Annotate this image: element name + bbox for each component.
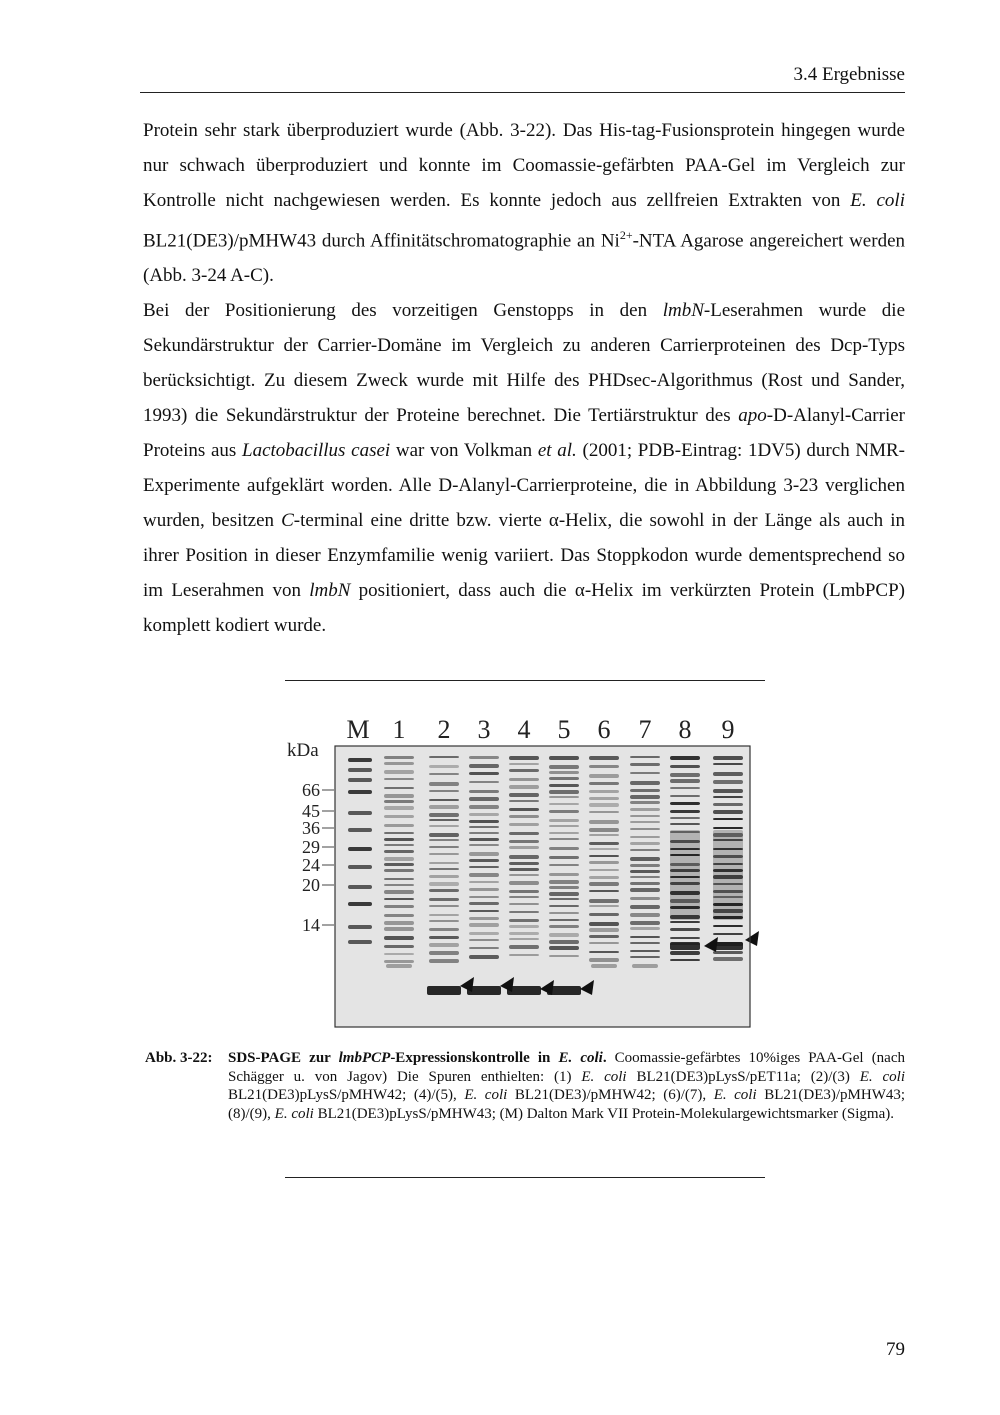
sample-band bbox=[429, 882, 459, 886]
lane-label-1: 1 bbox=[392, 715, 406, 744]
sample-band bbox=[429, 756, 459, 758]
lane-smear bbox=[670, 830, 700, 920]
sample-band bbox=[429, 833, 459, 837]
sample-band bbox=[549, 919, 579, 921]
sample-band bbox=[429, 943, 459, 947]
kda-label: kDa bbox=[287, 740, 319, 761]
paragraph-1: Protein sehr stark überproduziert wurde (Abb. 3-22). Das His-tag-Fusionsprotein hingegen wurde nur schwach überproduziert und konnte im Coomassie-gefärbten PAA-Gel im Vergleich zur Kontrolle nicht nachgewiesen werden. Es konnte jedoch aus zellfreien Extrakten von E. coli BL21(DE3)/pMHW43 durch Affinitätschromatographie an $Ni^{2+}$-NTA Agarose angereichert werden (Abb. 3-24 A-C). bbox=[143, 120, 906, 287]
sample-band bbox=[429, 951, 459, 955]
marker-band bbox=[348, 828, 372, 832]
sample-band bbox=[589, 922, 619, 926]
sample-band bbox=[429, 805, 459, 809]
sample-band bbox=[589, 855, 619, 857]
sample-band bbox=[549, 796, 579, 798]
faint-low-band bbox=[632, 964, 658, 968]
sample-band bbox=[589, 782, 619, 785]
marker-band bbox=[348, 758, 372, 762]
gel-image bbox=[280, 710, 760, 1035]
sample-band bbox=[549, 940, 579, 944]
lane-label-6: 6 bbox=[597, 715, 611, 744]
sample-band bbox=[630, 828, 660, 830]
marker-band bbox=[348, 768, 372, 772]
sample-band bbox=[713, 756, 743, 760]
sample-band bbox=[549, 838, 579, 840]
sample-band bbox=[713, 763, 743, 765]
sample-band bbox=[384, 863, 414, 866]
caption-text: SDS-PAGE zur lmbPCP-Expressionskontrolle in E. coli. Coomassie-gefärbtes 10%iges PAA-Gel (nach Schägger u. von Jagov) Die Spuren enthielten: (1) E. coli BL21(DE3)pLysS/pET11a; (2)/(3) E. coli BL21(DE3)pLysS/pMHW42; (4)/(5), E. coli BL21(DE3)/pMHW42; (6)/(7), E. coli BL21(DE3)/pMHW43; (8)/(9), E. coli BL21(DE3)pLysS/pMHW43; (M) Dalton Mark VII Protein-Molekulargewichtsmarker (Sigma). bbox=[228, 1050, 906, 1122]
sample-band bbox=[549, 756, 579, 760]
sample-band bbox=[630, 821, 660, 823]
sample-band bbox=[670, 810, 700, 813]
sample-band bbox=[589, 820, 619, 824]
sample-band bbox=[384, 914, 414, 917]
marker-band bbox=[348, 902, 372, 906]
sample-band bbox=[429, 889, 459, 892]
sample-band bbox=[469, 881, 499, 883]
sample-band bbox=[549, 790, 579, 794]
sample-band bbox=[630, 888, 660, 892]
sample-band bbox=[549, 925, 579, 928]
sample-band bbox=[384, 756, 414, 759]
page-number: 79 bbox=[886, 1339, 905, 1360]
sample-band bbox=[630, 836, 660, 838]
sample-band bbox=[670, 802, 700, 805]
sample-band bbox=[549, 864, 579, 866]
sample-band bbox=[429, 875, 459, 878]
sample-band bbox=[549, 847, 579, 850]
lane-label-4: 4 bbox=[517, 715, 531, 744]
sample-band bbox=[429, 914, 459, 916]
lane-label-2: 2 bbox=[437, 715, 451, 744]
paragraph-2: Bei der Positionierung des vorzeitigen Genstopps in den lmbN-Leserahmen wurde die Sekundärstruktur der Carrier-Domäne im Vergleich zu anderen Carrierproteinen des Dcp-Typs berücksichtigt. Zu diesem Zweck wurde mit Hilfe des PHDsec-Algorithmus (Rost und Sander, 1993) die Sekundärstruktur der Proteine berechnet. Die Tertiärstruktur des apo-D-Alanyl-Carrier Proteins aus Lactobacillus casei war von Volkman et al. (2001; PDB-Eintrag: 1DV5) durch NMR-Experimente aufgeklärt worden. Alle D-Alanyl-Carrierproteine, die in Abbildung 3-23 verglichen wurden, besitzen C-terminal eine dritte bzw. vierte α-Helix, die sowohl in der Länge als auch in ihrer Position in dieser Enzymfamilie wenig variiert. Das Stoppkodon wurde dementsprechend so im Leserahmen von lmbN positioniert, dass auch die α-Helix im verkürzten Protein (LmbPCP) komplett kodiert wurde. bbox=[143, 300, 906, 637]
sample-band bbox=[549, 810, 579, 813]
lane-label-3: 3 bbox=[477, 715, 491, 744]
sample-band bbox=[509, 815, 539, 818]
sample-band bbox=[429, 862, 459, 864]
sample-band bbox=[509, 823, 539, 826]
sample-band bbox=[630, 756, 660, 758]
sample-band bbox=[549, 832, 579, 834]
sample-band bbox=[549, 955, 579, 957]
sample-band bbox=[713, 780, 743, 784]
sample-band bbox=[589, 828, 619, 832]
sample-band bbox=[549, 771, 579, 774]
sample-band bbox=[469, 852, 499, 856]
sample-band bbox=[384, 953, 414, 955]
sample-band bbox=[589, 803, 619, 807]
sample-band bbox=[670, 921, 700, 923]
sample-band bbox=[589, 842, 619, 845]
caption-title: SDS-PAGE zur lmbPCP-Expressionskontrolle in E. coli. bbox=[228, 1050, 607, 1066]
sample-band bbox=[469, 910, 499, 912]
sample-band bbox=[630, 815, 660, 817]
sample-band bbox=[630, 842, 660, 845]
sample-band bbox=[713, 925, 743, 927]
sample-band bbox=[384, 936, 414, 940]
sample-band bbox=[509, 846, 539, 849]
sample-band bbox=[429, 846, 459, 848]
sample-band bbox=[429, 825, 459, 827]
sample-band bbox=[630, 950, 660, 952]
sample-band bbox=[469, 772, 499, 775]
marker-label-14: 14 bbox=[302, 915, 320, 935]
sample-band bbox=[384, 824, 414, 827]
sample-band bbox=[670, 823, 700, 825]
sample-band bbox=[469, 790, 499, 793]
sample-band bbox=[509, 932, 539, 935]
lane-label-7: 7 bbox=[638, 715, 652, 744]
sample-band bbox=[469, 820, 499, 823]
lmbpcp-band-long bbox=[713, 942, 743, 950]
sample-band bbox=[630, 905, 660, 909]
sample-band bbox=[589, 905, 619, 907]
sample-band bbox=[429, 790, 459, 792]
sample-band bbox=[589, 951, 619, 953]
sample-band bbox=[670, 959, 700, 961]
marker-ticks bbox=[322, 790, 334, 925]
sample-band bbox=[630, 921, 660, 925]
sample-band bbox=[384, 832, 414, 834]
sample-band bbox=[589, 890, 619, 892]
sample-band bbox=[630, 927, 660, 930]
sample-band bbox=[469, 844, 499, 846]
sample-band bbox=[509, 832, 539, 835]
sample-band bbox=[384, 878, 414, 880]
marker-label-45: 45 bbox=[302, 801, 320, 821]
faint-low-band bbox=[591, 964, 617, 968]
sample-band bbox=[630, 870, 660, 873]
marker-label-29: 29 bbox=[302, 837, 320, 857]
sample-band bbox=[630, 936, 660, 938]
sample-band bbox=[630, 795, 660, 799]
sample-band bbox=[589, 834, 619, 836]
sample-band bbox=[469, 838, 499, 841]
sample-band bbox=[509, 925, 539, 928]
sample-band bbox=[429, 928, 459, 931]
marker-band bbox=[348, 790, 372, 794]
sample-band bbox=[469, 764, 499, 768]
sample-band bbox=[630, 781, 660, 785]
sample-band bbox=[429, 839, 459, 841]
lane-label-5: 5 bbox=[557, 715, 571, 744]
sample-band bbox=[384, 884, 414, 886]
sample-band bbox=[509, 800, 539, 802]
body-text bbox=[143, 113, 905, 643]
sample-band bbox=[469, 797, 499, 801]
sample-band bbox=[630, 876, 660, 878]
lane-label-m: M bbox=[346, 715, 370, 744]
sample-band bbox=[469, 923, 499, 927]
sample-band bbox=[589, 765, 619, 768]
sample-band bbox=[384, 838, 414, 841]
sample-band bbox=[630, 942, 660, 944]
sample-band bbox=[509, 808, 539, 811]
sample-band bbox=[469, 826, 499, 828]
sample-band bbox=[429, 773, 459, 775]
sample-band bbox=[509, 890, 539, 893]
faint-low-band bbox=[386, 964, 412, 968]
sample-band bbox=[469, 902, 499, 905]
sample-band bbox=[630, 864, 660, 867]
sample-band bbox=[509, 896, 539, 898]
sample-band bbox=[509, 778, 539, 781]
sample-band bbox=[549, 905, 579, 907]
sample-band bbox=[509, 868, 539, 871]
sample-band bbox=[384, 869, 414, 872]
sample-band bbox=[469, 873, 499, 877]
sample-band bbox=[549, 898, 579, 900]
sample-band bbox=[713, 827, 743, 829]
sample-band bbox=[589, 928, 619, 932]
sample-band bbox=[469, 859, 499, 862]
sample-band bbox=[429, 782, 459, 786]
sample-band bbox=[670, 773, 700, 777]
sample-band bbox=[630, 913, 660, 917]
sample-band bbox=[429, 813, 459, 817]
sample-band bbox=[384, 770, 414, 774]
sample-band bbox=[469, 805, 499, 809]
marker-band bbox=[348, 885, 372, 889]
sample-band bbox=[429, 920, 459, 922]
sample-band bbox=[384, 905, 414, 908]
sample-band bbox=[670, 765, 700, 768]
marker-band bbox=[348, 925, 372, 929]
sample-band bbox=[384, 927, 414, 931]
sample-band bbox=[713, 957, 743, 961]
sample-band bbox=[713, 796, 743, 798]
lmbpcp-band bbox=[427, 986, 461, 995]
marker-label-36: 36 bbox=[302, 818, 320, 838]
sample-band bbox=[509, 938, 539, 940]
sample-band bbox=[589, 797, 619, 800]
sample-band bbox=[549, 803, 579, 805]
lane-labels bbox=[346, 715, 734, 744]
sample-band bbox=[670, 779, 700, 783]
sample-band bbox=[630, 882, 660, 885]
sample-band bbox=[670, 756, 700, 760]
sds-page-gel-figure bbox=[280, 710, 760, 1035]
sample-band bbox=[630, 857, 660, 861]
sample-band bbox=[509, 862, 539, 865]
sample-band bbox=[713, 772, 743, 776]
sample-band bbox=[509, 954, 539, 956]
sample-band bbox=[589, 848, 619, 850]
sample-band bbox=[630, 801, 660, 804]
sample-band bbox=[509, 763, 539, 765]
sample-band bbox=[469, 781, 499, 783]
sample-band bbox=[429, 959, 459, 963]
sample-band bbox=[384, 787, 414, 789]
sample-band bbox=[549, 946, 579, 950]
sample-band bbox=[429, 905, 459, 907]
sample-band bbox=[429, 799, 459, 801]
sample-band bbox=[549, 765, 579, 769]
sample-band bbox=[509, 945, 539, 949]
sample-band bbox=[469, 813, 499, 816]
sample-band bbox=[509, 874, 539, 876]
caption-label: Abb. 3-22: bbox=[145, 1050, 213, 1066]
sample-band bbox=[509, 919, 539, 922]
sample-band bbox=[549, 880, 579, 884]
sample-band bbox=[384, 921, 414, 925]
sample-band bbox=[384, 960, 414, 963]
sample-band bbox=[589, 876, 619, 879]
sample-band bbox=[589, 774, 619, 778]
sample-band bbox=[589, 756, 619, 760]
sample-band bbox=[509, 769, 539, 772]
marker-label-20: 20 bbox=[302, 875, 320, 895]
sample-band bbox=[429, 936, 459, 939]
sample-band bbox=[589, 958, 619, 962]
sample-band bbox=[549, 912, 579, 914]
sample-band bbox=[469, 955, 499, 959]
sample-band bbox=[384, 844, 414, 846]
sample-band bbox=[589, 913, 619, 916]
sample-band bbox=[509, 756, 539, 760]
lane-label-9: 9 bbox=[721, 715, 735, 744]
sample-band bbox=[429, 765, 459, 768]
sample-band bbox=[589, 861, 619, 864]
section-title: 3.4 Ergebnisse bbox=[793, 64, 905, 85]
sample-band bbox=[549, 856, 579, 859]
sample-band bbox=[670, 817, 700, 819]
marker-band bbox=[348, 811, 372, 815]
sample-band bbox=[630, 763, 660, 766]
sample-band bbox=[509, 793, 539, 797]
sample-band bbox=[549, 784, 579, 787]
marker-size-labels bbox=[302, 780, 334, 935]
sample-band bbox=[589, 869, 619, 871]
sample-band bbox=[713, 803, 743, 806]
sample-band bbox=[630, 789, 660, 792]
sample-band bbox=[630, 808, 660, 811]
sample-band bbox=[509, 881, 539, 885]
sample-band bbox=[384, 794, 414, 798]
sample-band bbox=[589, 811, 619, 813]
sample-band bbox=[384, 898, 414, 900]
sample-band bbox=[469, 947, 499, 949]
sample-band bbox=[469, 896, 499, 898]
sample-band bbox=[670, 795, 700, 797]
sample-band bbox=[589, 899, 619, 903]
sample-band bbox=[549, 819, 579, 822]
sample-band bbox=[509, 903, 539, 905]
sample-band bbox=[429, 898, 459, 901]
marker-label-66: 66 bbox=[302, 780, 320, 800]
sample-band bbox=[469, 939, 499, 941]
sample-band bbox=[670, 937, 700, 939]
sample-band bbox=[670, 787, 700, 789]
sample-band bbox=[630, 956, 660, 958]
sample-band bbox=[713, 789, 743, 793]
sample-band bbox=[384, 778, 414, 780]
sample-band bbox=[589, 882, 619, 886]
lane-smear bbox=[713, 830, 743, 920]
sample-band bbox=[384, 800, 414, 803]
sample-band bbox=[469, 888, 499, 891]
lmbpcp-band-long bbox=[670, 942, 700, 950]
sample-band bbox=[713, 810, 743, 814]
sample-band bbox=[469, 932, 499, 935]
sample-band bbox=[549, 873, 579, 876]
sample-band bbox=[589, 935, 619, 938]
sample-band bbox=[630, 849, 660, 851]
sample-band bbox=[384, 857, 414, 861]
sample-band bbox=[713, 818, 743, 820]
sample-band bbox=[713, 933, 743, 935]
marker-label-24: 24 bbox=[302, 855, 320, 875]
sample-band bbox=[713, 951, 743, 954]
sample-band bbox=[630, 772, 660, 774]
sample-band bbox=[670, 928, 700, 931]
sample-band bbox=[509, 911, 539, 913]
figure-caption bbox=[145, 1049, 905, 1123]
sample-band bbox=[384, 890, 414, 894]
sample-band bbox=[384, 815, 414, 818]
sample-band bbox=[589, 790, 619, 793]
sample-band bbox=[589, 942, 619, 944]
sample-band bbox=[429, 853, 459, 855]
sample-band bbox=[384, 945, 414, 948]
sample-band bbox=[429, 819, 459, 821]
sample-band bbox=[384, 806, 414, 810]
sample-band bbox=[509, 840, 539, 843]
marker-band bbox=[348, 865, 372, 869]
sample-band bbox=[549, 886, 579, 889]
sample-band bbox=[670, 951, 700, 955]
sample-band bbox=[509, 785, 539, 789]
sample-band bbox=[549, 892, 579, 896]
lane-label-8: 8 bbox=[678, 715, 692, 744]
sample-band bbox=[509, 855, 539, 859]
sample-band bbox=[469, 917, 499, 920]
sample-band bbox=[384, 850, 414, 853]
sample-band bbox=[429, 868, 459, 870]
figure-rule-bottom bbox=[285, 1177, 765, 1178]
marker-band bbox=[348, 847, 372, 851]
marker-band bbox=[348, 940, 372, 944]
sample-band bbox=[549, 933, 579, 937]
sample-band bbox=[469, 832, 499, 834]
sample-band bbox=[549, 777, 579, 780]
sample-band bbox=[630, 897, 660, 900]
sample-band bbox=[384, 762, 414, 765]
figure-rule-top bbox=[285, 680, 765, 681]
sample-band bbox=[549, 825, 579, 827]
page-header bbox=[140, 64, 905, 93]
sample-band bbox=[469, 866, 499, 868]
sample-band bbox=[469, 756, 499, 759]
marker-band bbox=[348, 778, 372, 782]
